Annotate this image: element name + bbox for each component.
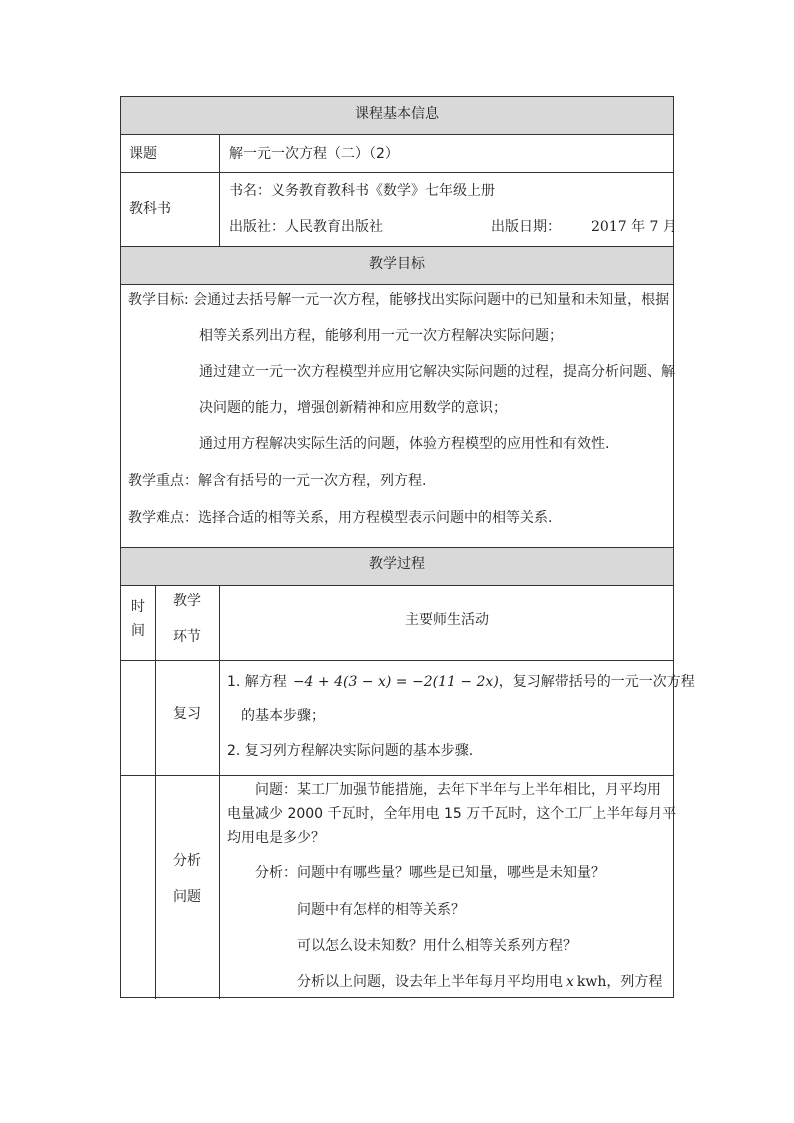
course-info-title: 课程基本信息 — [355, 106, 439, 122]
analysis-line-5: 问题中有怎样的相等关系？ — [297, 902, 465, 918]
objective-line-4: 决问题的能力，增强创新精神和应用数学的意识； — [199, 400, 507, 416]
analysis-last-prefix: 分析以上问题，设去年上半年每月平均用电 — [297, 974, 563, 990]
review-item-1-prefix: 1. 解方程 — [227, 674, 287, 690]
topic-value: 解一元一次方程（二）（2） — [229, 146, 399, 162]
topic-label: 课题 — [129, 146, 157, 162]
objectives-header — [121, 247, 673, 285]
analysis-line-1: 问题：某工厂加强节能措施，去年下半年与上半年相比，月平均用 — [255, 782, 661, 798]
pub-date-value: 2017 年 7 月 — [591, 219, 677, 235]
analysis-stage-1: 分析 — [173, 853, 201, 869]
process-title: 教学过程 — [369, 556, 425, 572]
review-item-1 — [227, 675, 695, 689]
col-time-2: 间 — [131, 623, 145, 639]
lesson-plan-table — [120, 96, 695, 998]
textbook-row — [121, 173, 677, 247]
analysis-line-7 — [297, 975, 662, 989]
pub-date-label: 出版日期： — [491, 219, 561, 235]
analysis-var-x: x — [566, 974, 574, 990]
review-row — [121, 661, 695, 776]
objectives-body — [121, 285, 673, 548]
analysis-line-4: 分析：问题中有哪些量？哪些是已知量，哪些是未知量？ — [255, 865, 605, 881]
course-info-header — [121, 97, 673, 135]
col-main: 主要师生活动 — [405, 612, 489, 628]
book-name: 书名：义务教育教科书《数学》七年级上册 — [229, 183, 495, 199]
col-stage-1: 教学 — [173, 593, 201, 609]
col-time-1: 时 — [131, 599, 145, 615]
process-column-header — [121, 586, 673, 661]
analysis-line-3: 均用电是多少？ — [227, 830, 325, 846]
analysis-line-6: 可以怎么设未知数？用什么相等关系列方程？ — [297, 938, 577, 954]
review-stage: 复习 — [173, 706, 201, 722]
objective-line-2: 相等关系列出方程，能够利用一元一次方程解决实际问题； — [199, 328, 563, 344]
topic-row — [121, 135, 673, 173]
analysis-line-2: 电量减少 2000 千瓦时，全年用电 15 万千瓦时，这个工厂上半年每月平 — [227, 806, 677, 822]
review-item-1-cont: 的基本步骤； — [241, 708, 325, 724]
analysis-last-suffix: kwh，列方程 — [576, 974, 663, 990]
review-item-2: 2. 复习列方程解决实际问题的基本步骤. — [227, 743, 474, 759]
review-item-1-suffix: ，复习解带括号的一元一次方程 — [498, 674, 695, 690]
difficulty: 教学难点：选择合适的相等关系，用方程模型表示问题中的相等关系. — [128, 510, 553, 526]
textbook-label: 教科书 — [129, 201, 171, 217]
review-equation: −4 + 4(3 − x) = −2(11 − 2x) — [292, 674, 499, 690]
analysis-stage-2: 问题 — [173, 889, 201, 905]
col-stage-2: 环节 — [173, 629, 201, 645]
key-point: 教学重点：解含有括号的一元一次方程，列方程. — [128, 473, 427, 489]
objective-line-3: 通过建立一元一次方程模型并应用它解决实际问题的过程，提高分析问题、解 — [199, 364, 675, 380]
objectives-title: 教学目标 — [369, 256, 425, 272]
objective-line-1: 教学目标: 会通过去括号解一元一次方程，能够找出实际问题中的已知量和未知量，根据 — [128, 292, 670, 308]
publisher: 出版社：人民教育出版社 — [229, 219, 383, 235]
objective-line-5: 通过用方程解决实际生活的问题，体验方程模型的应用性和有效性. — [199, 436, 610, 452]
process-header — [121, 548, 673, 586]
analysis-row — [121, 776, 677, 999]
